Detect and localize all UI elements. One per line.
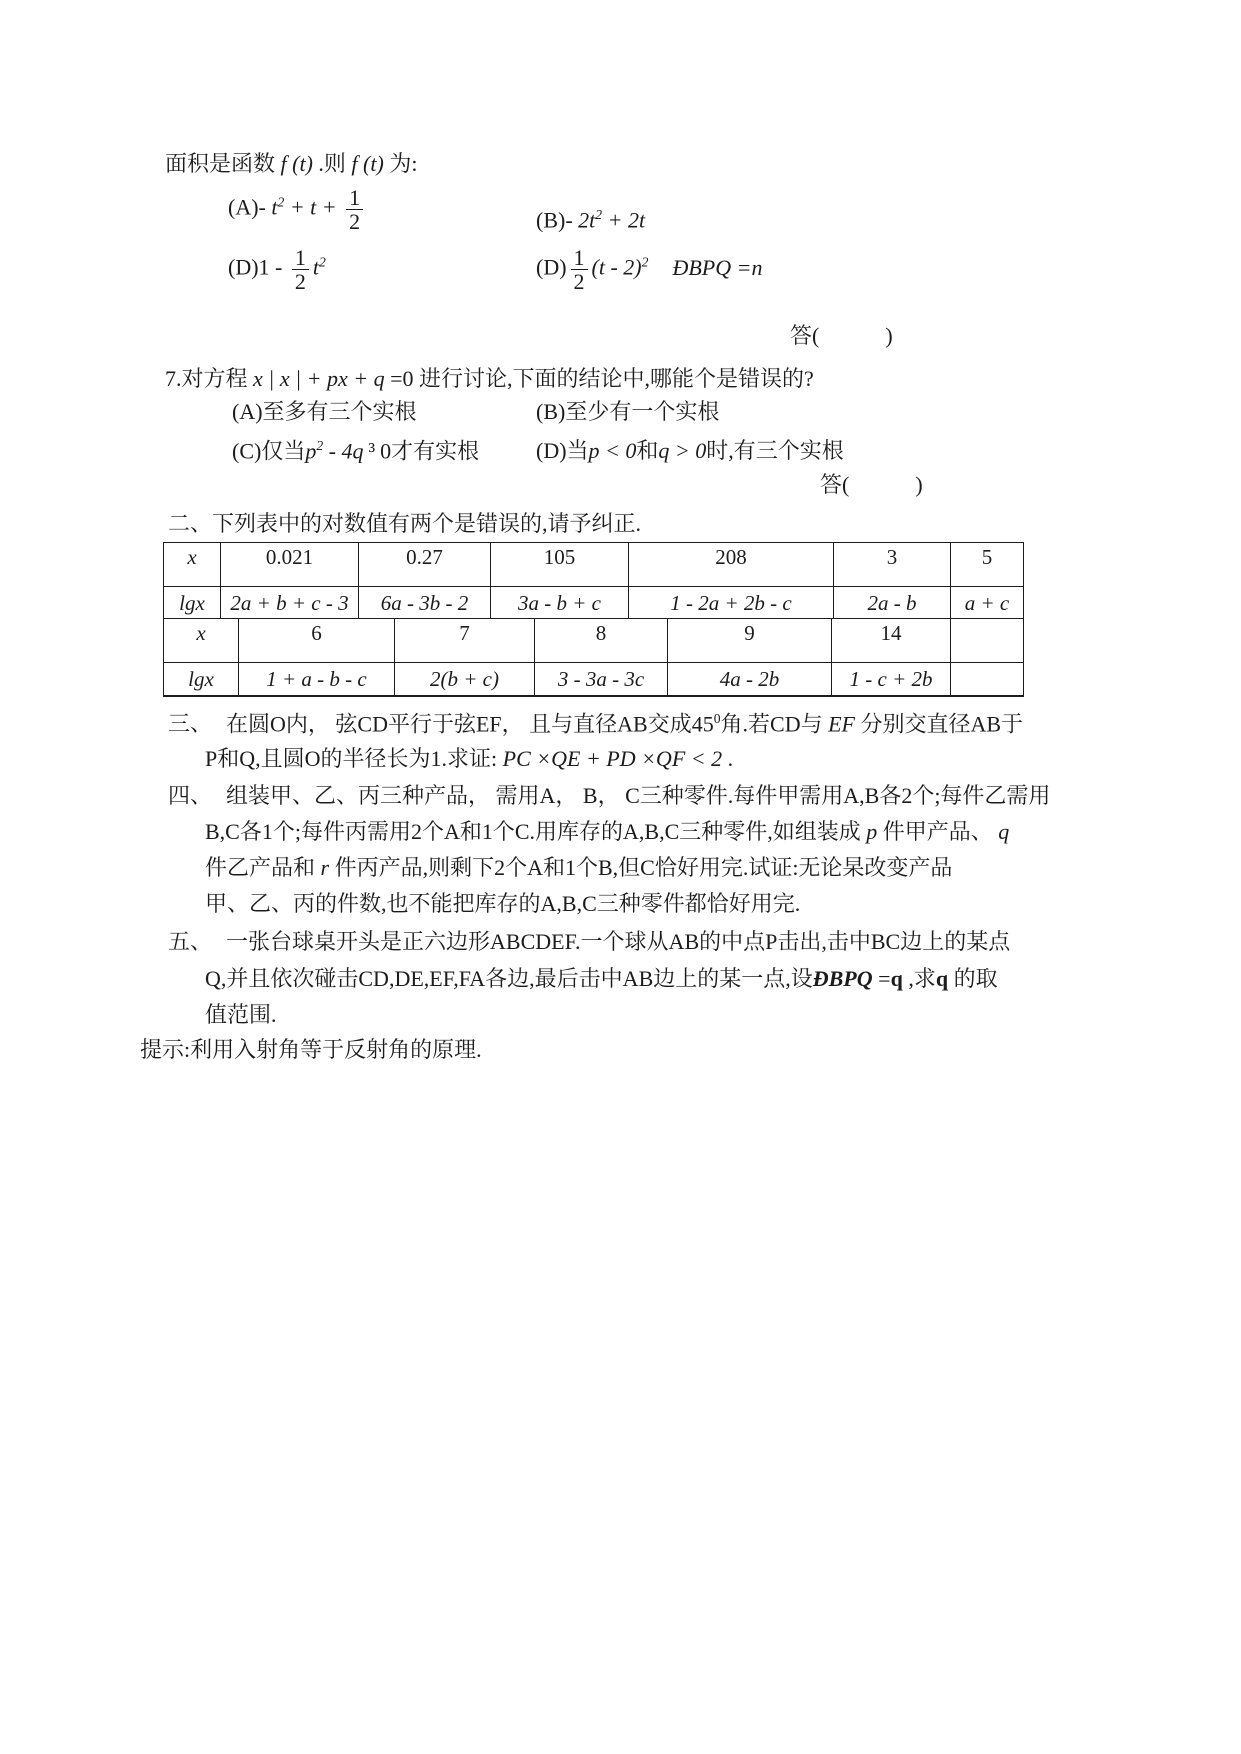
table-row-lgx-1 (164, 587, 1024, 620)
q6-answer-blank: 答( ) (790, 323, 893, 348)
s5-l2-pre: Q,并且依次碰击CD,DE,EF,FA各边,最后击中AB边上的某一点,设 (205, 966, 813, 991)
table-cell: 1 - c + 2b (832, 663, 951, 697)
table-cell: 9 (668, 619, 832, 663)
table-cell: a + c (951, 587, 1024, 620)
q6-option-a-fraction (346, 186, 363, 233)
q6-option-d1 (228, 246, 326, 293)
s5-theta-symbol: q (890, 966, 903, 991)
q6-stem-text: 面积是函数 (165, 151, 276, 176)
q7-option-c-var: p (305, 438, 317, 464)
log-table-band-1 (163, 542, 1024, 620)
table-cell: 2a - b (834, 587, 951, 620)
q6-option-b-post: + 2t (602, 207, 646, 233)
s4-l2-mid: 件甲产品、 (877, 819, 999, 844)
q7-option-c (232, 437, 479, 465)
q7-option-c-exponent: 2 (316, 438, 324, 453)
q6-stem-post: 为: (389, 151, 418, 176)
q6-option-d1-label: (D) (228, 254, 259, 280)
section-5-marker: 五、 (168, 929, 213, 954)
q7-option-d-and: 和 (636, 438, 659, 463)
q7-stem-pre: 7.对方程 (165, 366, 248, 391)
q7-option-a: (A)至多有三个实根 (232, 399, 417, 424)
q6-option-d2-fraction (571, 246, 588, 293)
table-row-label: x (164, 543, 221, 587)
table-cell (951, 663, 1024, 697)
table-row-label: lgx (164, 587, 221, 620)
q7-option-d-cond1: p < 0 (588, 438, 637, 463)
s4-var-q: q (998, 819, 1010, 844)
table-cell: 2(b + c) (395, 663, 535, 697)
q6-option-a-expr: - t (258, 194, 278, 220)
table-cell: 14 (832, 619, 951, 663)
q6-option-a-exponent: 2 (277, 194, 285, 210)
q7-option-c-geq-symbol: ³ (368, 438, 376, 464)
table-row-x-2 (164, 619, 1024, 663)
table-cell: 105 (491, 543, 629, 587)
q6-option-d1-exponent: 2 (319, 254, 326, 270)
section-3-line-1 (168, 710, 1023, 738)
q7-option-c-zero: 0 (380, 438, 392, 464)
fraction-numerator: 1 (349, 185, 361, 210)
s3-l2-end: . (722, 746, 734, 771)
s3-l1-mid: 角.若CD与 (720, 711, 829, 737)
table-cell: 0.021 (221, 543, 359, 587)
table-row-x-1 (164, 543, 1024, 587)
q6-option-d2 (536, 246, 762, 293)
table-cell: 5 (951, 543, 1024, 587)
s4-var-r: r (320, 855, 330, 880)
section-4-line-3 (205, 854, 952, 882)
table-row-lgx-2 (164, 663, 1024, 697)
q6-option-d2-exponent: 2 (641, 254, 649, 270)
fraction-numerator: 1 (573, 245, 585, 270)
s4-l1-text: 组装甲、乙、丙三种产品， 需用A， B， C三种零件.每件甲需用A,B各2个;每件乙需用 (226, 783, 1051, 808)
s3-chord-ef: EF (828, 711, 855, 737)
table-row-label: x (164, 619, 239, 663)
table-cell: 3 - 3a - 3c (535, 663, 668, 697)
table-cell (951, 619, 1024, 663)
section-5-line-2 (205, 965, 998, 993)
table-cell: 6a - 3b - 2 (359, 587, 491, 620)
fraction-numerator: 1 (294, 245, 306, 270)
q6-option-d2-expr: (t - 2) (591, 254, 642, 280)
table-cell: 3 (834, 543, 951, 587)
q6-option-b-exponent: 2 (595, 207, 603, 222)
q7-option-c-post: 才有实根 (391, 438, 480, 464)
s5-l2-mid: ,求 (902, 966, 936, 991)
q6-option-d1-pre: 1 - (258, 254, 288, 280)
q6-option-d1-var: t (312, 254, 319, 280)
log-table-band-2 (163, 618, 1024, 697)
s3-inequality: PC ×QE + PD ×QF < 2 (502, 746, 723, 771)
s4-l3-post: 件丙产品,则剩下2个A和1个B,但C恰好用完.试证:无论杲改变产品 (329, 855, 953, 880)
s5-equals: = (872, 966, 891, 991)
q6-option-b-expr: - 2t (565, 207, 596, 233)
q6-option-d1-fraction (292, 246, 309, 293)
section-5-line-3: 值范围. (205, 1002, 277, 1027)
table-cell: 1 - 2a + 2b - c (629, 587, 834, 620)
fraction-denominator: 2 (292, 269, 309, 293)
s4-var-p: p (866, 819, 878, 844)
table-cell: 3a - b + c (491, 587, 629, 620)
table-cell: 208 (629, 543, 834, 587)
question-6-stem (165, 150, 417, 178)
table-cell: 0.27 (359, 543, 491, 587)
q6-function-notation: f (t) (280, 151, 313, 176)
q6-option-d2-angle-tail: ÐBPQ =n (672, 254, 763, 280)
s4-l2-pre: B,C各1个;每件丙需用2个A和1个C.用库存的A,B,C三种零件,如组装成 (205, 819, 867, 844)
section-4-line-4: 甲、乙、丙的件数,也不能把库存的A,B,C三种零件都恰好用完. (205, 891, 801, 916)
table-cell: 2a + b + c - 3 (221, 587, 359, 620)
q7-answer-blank: 答( ) (820, 472, 923, 497)
q7-stem-equation: x | x | + px + q (253, 366, 385, 391)
q7-option-d-cond2: q > 0 (658, 438, 707, 463)
table-cell: 7 (395, 619, 535, 663)
q7-stem-post: 进行讨论,下面的结论中,哪能个是错误的? (419, 366, 814, 391)
q6-stem-mid: .则 (318, 151, 346, 176)
s4-l3-pre: 件乙产品和 (205, 855, 321, 880)
q7-option-d-post: 时,有三个实根 (706, 438, 844, 463)
q6-option-b-label: (B) (536, 207, 566, 233)
section-3-line-2 (205, 745, 733, 773)
question-7-stem (165, 365, 814, 393)
hint-line: 提示:利用入射角等于反射角的原理. (140, 1037, 482, 1062)
s5-l2-post: 的取 (948, 966, 998, 991)
q6-option-d2-label: (D) (536, 254, 567, 280)
s3-l1-pre: 在圆O内， 弦CD平行于弦EF， 且与直径AB交成45 (226, 711, 714, 737)
section-4-line-1 (168, 782, 1050, 810)
q6-function-notation-2: f (t) (351, 151, 384, 176)
s3-l1-post: 分别交直径AB于 (854, 711, 1024, 737)
q7-option-b: (B)至少有一个实根 (536, 399, 720, 424)
s5-theta-symbol-2: q (935, 966, 949, 991)
section-4-marker: 四、 (168, 783, 213, 808)
table-cell: 1 + a - b - c (239, 663, 395, 697)
table-cell: 4a - 2b (668, 663, 832, 697)
section-5-line-1 (168, 928, 1010, 956)
q7-stem-eq: =0 (390, 366, 414, 391)
q7-option-c-label: (C)仅当 (232, 438, 306, 464)
q6-option-b (536, 206, 645, 234)
table-cell: 6 (239, 619, 395, 663)
section-4-line-2 (205, 818, 1009, 846)
table-cell: 8 (535, 619, 668, 663)
table-row-label: lgx (164, 663, 239, 697)
q6-option-a-mid: + t + (284, 194, 343, 220)
section-2-heading: 二、下列表中的对数值有两个是错误的,请予纠正. (168, 511, 642, 536)
fraction-denominator: 2 (571, 269, 588, 293)
s3-l2-pre: P和Q,且圆O的半径长为1.求证: (205, 746, 503, 771)
q6-option-a-label: (A) (228, 194, 259, 220)
q7-option-d (536, 437, 844, 465)
fraction-denominator: 2 (346, 209, 363, 233)
s5-l1-text: 一张台球桌开头是正六边形ABCDEF.一个球从AB的中点P击出,击中BC边上的某点 (226, 929, 1011, 954)
q7-option-c-mid: - 4q (323, 438, 364, 464)
s5-angle-bpq: ÐBPQ (812, 966, 873, 991)
q7-option-d-label: (D)当 (536, 438, 589, 463)
s3-degree-exponent: 0 (713, 711, 721, 726)
q6-option-a (228, 186, 367, 233)
section-3-marker: 三、 (168, 711, 213, 737)
